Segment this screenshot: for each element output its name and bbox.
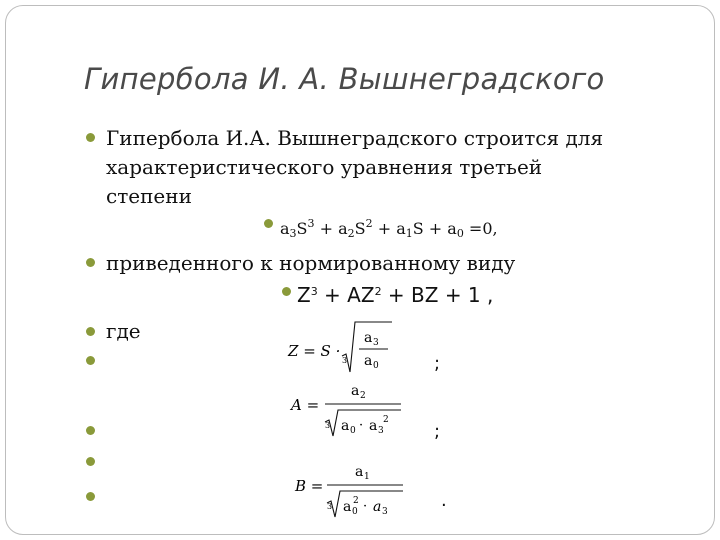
formula-b <box>293 459 413 525</box>
formula-a-num-sub: 2 <box>360 391 366 401</box>
intro-line-2: характеристического уравнения третьей <box>106 155 543 179</box>
formula-b-lhs: B = <box>295 477 324 495</box>
where-text: где <box>106 319 141 343</box>
bullet-icon <box>86 133 95 142</box>
formula-a-den-a: a <box>341 418 350 434</box>
formula-b-num: a <box>355 464 364 480</box>
formula-a-root-index: 3 <box>325 421 331 430</box>
period: . <box>441 490 447 511</box>
formula-b-num-sub: 1 <box>364 472 370 482</box>
bullet-icon <box>86 457 95 466</box>
bullet-icon <box>282 287 291 296</box>
formula-z-num: a <box>364 330 373 346</box>
formula-b-den-b-sub: 3 <box>382 507 388 517</box>
slide <box>5 5 715 535</box>
formula-a-den-b: a <box>369 418 378 434</box>
formula-b-den-a-exp: 2 <box>353 496 359 506</box>
formula-a-lhs: A = <box>291 396 320 414</box>
formula-a-num: a <box>351 383 360 399</box>
formula-a-den-a-sub: 0 <box>350 426 356 436</box>
formula-a-dot: · <box>359 418 364 433</box>
formula-z-num-sub: 3 <box>373 338 379 348</box>
normalized-equation: $Z^3 + AZ^2$ + BZ + 1 , <box>297 283 494 307</box>
formula-b-dot: · <box>363 499 368 514</box>
intro-line-3: степени <box>106 184 192 208</box>
formula-b-den-b: a <box>373 499 382 515</box>
formula-b-root-index: 3 <box>327 502 333 511</box>
formula-a <box>289 378 409 444</box>
bullet-icon <box>264 219 273 228</box>
formula-a-den-b-sub: 3 <box>378 426 384 436</box>
normalized-text: приведенного к нормированному виду <box>106 251 516 275</box>
bullet-icon <box>86 426 95 435</box>
formula-b-den-a: a <box>343 499 352 515</box>
semicolon-1: ; <box>434 353 441 374</box>
formula-b-den-a-sub: 0 <box>352 507 358 517</box>
formula-z-den-sub: 0 <box>373 361 379 371</box>
formula-z-lhs: Z = S · <box>288 342 341 360</box>
formula-z-root-index: 3 <box>342 356 348 365</box>
bullet-icon <box>86 356 95 365</box>
bullet-icon <box>86 492 95 501</box>
slide-title: Гипербола И. А. Вышнеградского <box>84 62 605 96</box>
characteristic-equation: $a_3S^3 + a_2S^2 + a_1S + a_0 =0$, <box>280 217 498 240</box>
bullet-icon <box>86 327 95 336</box>
formula-z <box>286 318 396 386</box>
formula-a-den-b-exp: 2 <box>383 415 389 425</box>
bullet-icon <box>86 258 95 267</box>
formula-z-den: a <box>364 353 373 369</box>
intro-line-1: Гипербола И.А. Вышнеградского строится для <box>106 126 604 150</box>
semicolon-2: ; <box>434 421 441 442</box>
